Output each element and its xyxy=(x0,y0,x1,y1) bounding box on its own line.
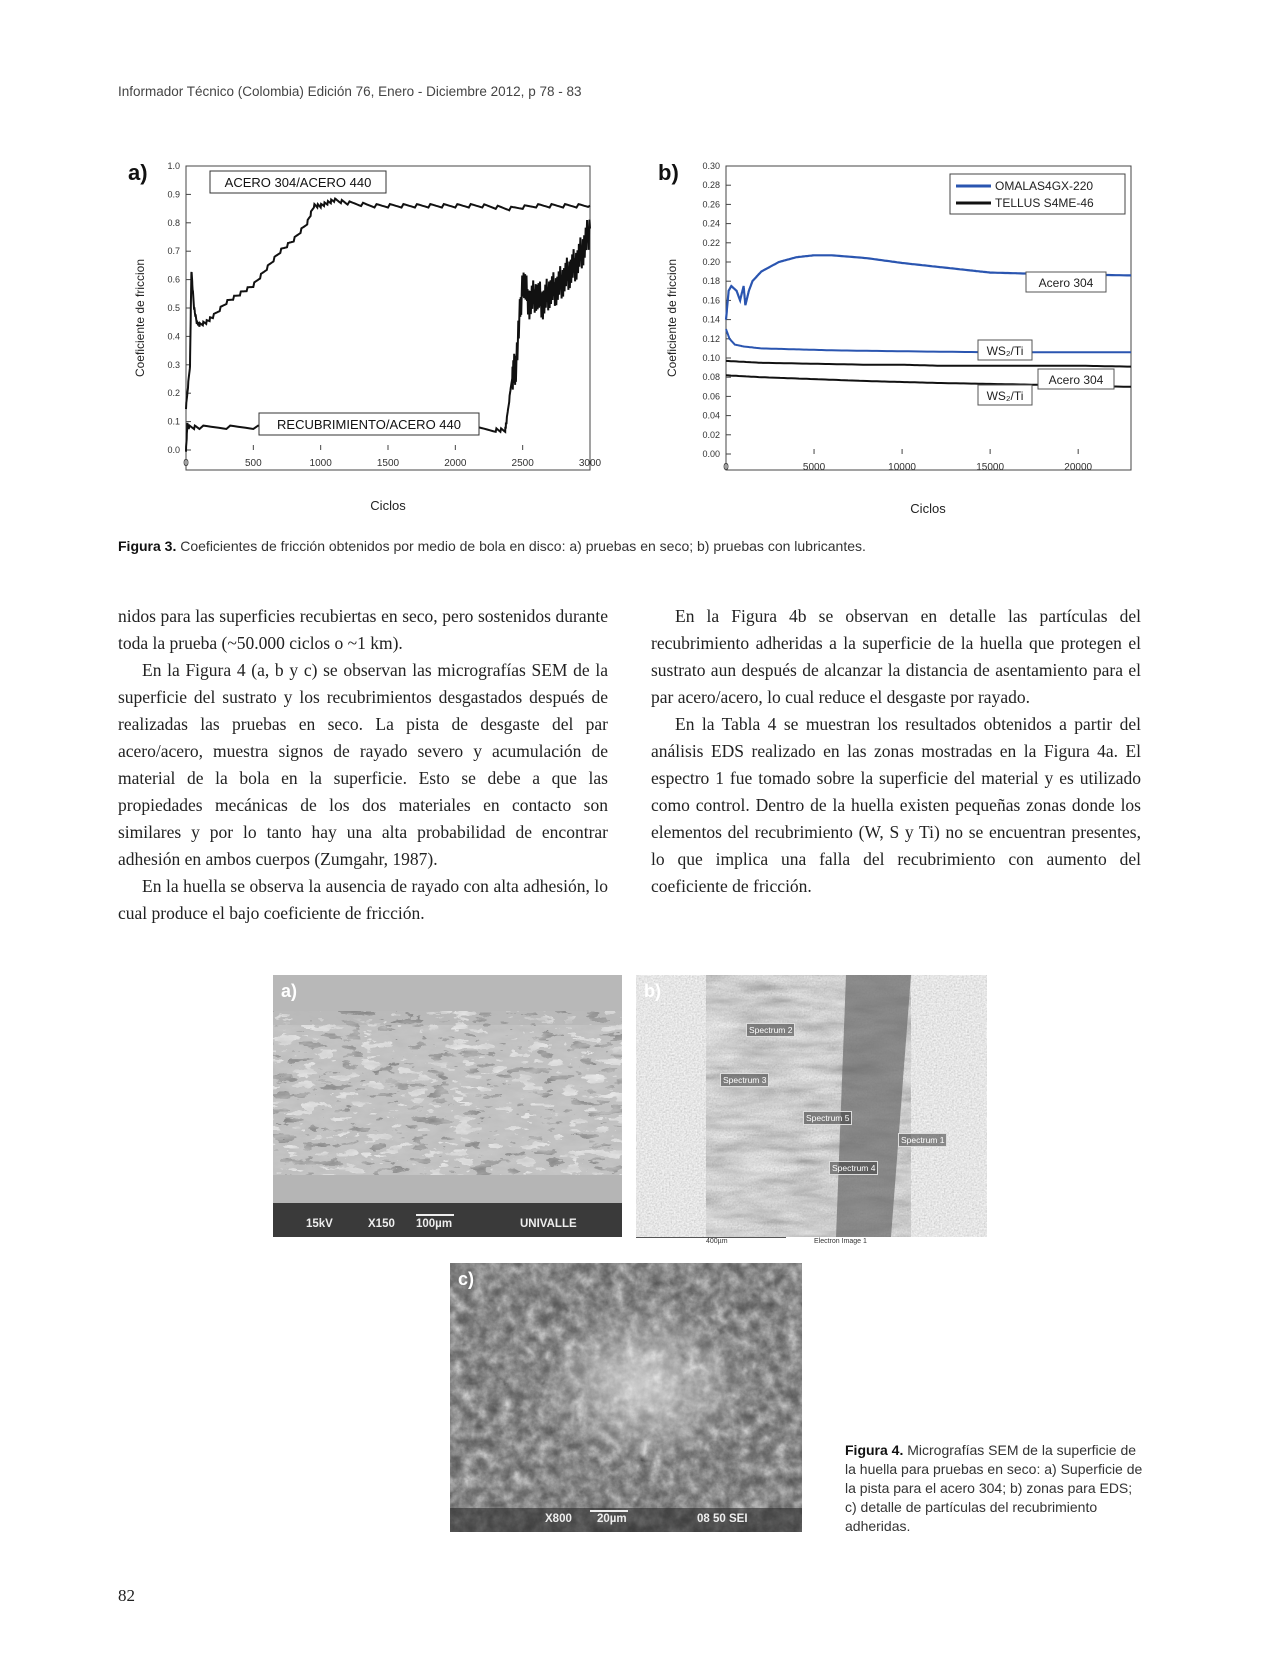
chart-a-annotation-1: ACERO 304/ACERO 440 xyxy=(224,175,372,190)
figure-3-caption xyxy=(118,538,866,554)
sem-image-c-mag: X800 xyxy=(545,1513,572,1525)
chart-b-x-tick-label: 20000 xyxy=(1064,462,1093,473)
chart-b-y-tick-label: 0.00 xyxy=(702,449,720,459)
chart-b-x-tick-label: 0 xyxy=(723,462,729,473)
chart-b-x-tick-label: 10000 xyxy=(888,462,916,473)
chart-b-y-tick-label: 0.18 xyxy=(702,276,720,287)
chart-b-y-tick-label: 0.28 xyxy=(702,180,720,191)
chart-a-x-tick-label: 500 xyxy=(244,458,262,469)
chart-b-y-tick-label: 0.24 xyxy=(702,218,720,229)
sem-image-b-texture xyxy=(636,975,987,1237)
chart-b-x-ticks xyxy=(723,449,1092,473)
chart-a-y-tick-label: 0.5 xyxy=(167,303,180,313)
chart-a-x-ticks xyxy=(183,445,601,469)
paragraph: En la Figura 4 (a, b y c) se observan las micrografías SEM de la superficie del sustrato y los recubrimientos desgastados después de realizadas las pruebas en seco. La pista de desgaste del par acero/acero, muestra signos de rayado severo y acumulación de material de la bola en la superficie. Esto se debe a que las propiedades mecánicas de los dos materiales en contacto son similares y por lo tanto hay una alta probabilidad de encontrar adhesión en ambos cuerpos (Zumgahr, 1987). xyxy=(118,660,608,869)
chart-b-legend-label-2: TELLUS S4ME-46 xyxy=(995,196,1094,210)
sem-image-c-label: c) xyxy=(458,1269,475,1289)
chart-a-panel-label: a) xyxy=(128,160,148,185)
sem-image-b-spectrum-5: Spectrum 5 xyxy=(803,1111,852,1125)
chart-a-x-tick-label: 3000 xyxy=(578,458,602,469)
chart-a-x-tick-label: 1000 xyxy=(309,458,332,469)
chart-a-x-tick-label: 1500 xyxy=(376,458,400,469)
chart-a-y-tick-label: 0.7 xyxy=(167,246,180,257)
chart-b-annotation-3: Acero 304 xyxy=(1048,373,1104,387)
paragraph: En la huella se observa la ausencia de rayado con alta adhesión, lo cual produce el bajo coeficiente de fricción. xyxy=(118,876,608,923)
chart-a-y-tick-label: 0.4 xyxy=(167,331,180,342)
chart-a-y-tick-label: 0.0 xyxy=(167,445,180,455)
sem-image-b-spectrum-3: Spectrum 3 xyxy=(720,1073,769,1087)
chart-a-x-tick-label: 2500 xyxy=(511,458,534,469)
chart-b-y-tick-label: 0.06 xyxy=(702,391,720,402)
sem-image-c-texture xyxy=(450,1263,802,1532)
body-column-left xyxy=(118,603,608,927)
body-column-right xyxy=(651,603,1141,900)
chart-a xyxy=(128,160,602,513)
figure-3-caption-label: Figura 3. xyxy=(118,538,177,554)
chart-b-ylabel: Coeficiente de friccion xyxy=(665,258,679,378)
chart-b-y-tick-label: 0.20 xyxy=(702,257,720,267)
chart-a-y-ticks xyxy=(167,161,191,455)
chart-a-y-tick-label: 0.9 xyxy=(167,189,180,200)
chart-a-y-tick-label: 0.3 xyxy=(167,359,180,370)
sem-image-c-scale: 20µm xyxy=(597,1513,627,1525)
chart-b-y-tick-label: 0.08 xyxy=(702,372,720,383)
chart-a-y-tick-label: 0.6 xyxy=(167,274,180,285)
chart-b-annotation-4: WS₂/Ti xyxy=(986,389,1024,403)
figure-4-caption-text: Micrografías SEM de la superficie de la huella para pruebas en seco: a) Superficie de la pista para el acero 304; b) zonas para EDS; c) detalle de partículas del recubrimiento adheridas. xyxy=(845,1442,1143,1534)
chart-b-y-tick-label: 0.12 xyxy=(702,333,720,344)
paragraph: En la Tabla 4 se muestran los resultados obtenidos a partir del análisis EDS realizado en las zonas mostradas en la Figura 4a. El espectro 1 fue tomado sobre la superficie del material y es utilizado como control. Dentro de la huella existen pequeñas zonas donde los elementos del recubrimiento (W, S y Ti) no se encuentran presentes, lo que implica una falla del recubrimiento con aumento del coeficiente de fricción. xyxy=(651,714,1141,896)
chart-a-ylabel: Coeficiente de friccion xyxy=(133,258,147,378)
chart-a-y-tick-label: 1.0 xyxy=(167,161,180,171)
chart-b-x-tick-label: 15000 xyxy=(976,462,1005,473)
chart-b-annotation-1: Acero 304 xyxy=(1038,276,1094,290)
chart-a-xlabel: Ciclos xyxy=(370,498,406,513)
chart-b-series-line xyxy=(726,361,1131,367)
sem-image-a xyxy=(273,975,622,1237)
chart-a-annotation-2: RECUBRIMIENTO/ACERO 440 xyxy=(277,417,461,432)
chart-b xyxy=(658,160,1131,516)
sem-image-b-spectrum-2: Spectrum 2 xyxy=(746,1023,795,1037)
chart-a-x-tick-label: 2000 xyxy=(444,458,467,469)
running-head: Informador Técnico (Colombia) Edición 76, Enero - Diciembre 2012, p 78 - 83 xyxy=(118,84,582,99)
sem-image-a-mag: X150 xyxy=(368,1218,395,1230)
chart-b-series-line xyxy=(726,329,1131,352)
sem-image-b-image-name: Electron Image 1 xyxy=(814,1238,867,1245)
sem-image-b-label: b) xyxy=(644,981,661,1001)
chart-a-x-tick-label: 0 xyxy=(183,458,189,469)
chart-b-x-tick-label: 5000 xyxy=(802,462,826,473)
chart-b-y-tick-label: 0.16 xyxy=(702,295,720,306)
sem-image-a-label: a) xyxy=(281,981,298,1001)
chart-b-y-tick-label: 0.30 xyxy=(702,161,720,171)
sem-image-b-spectrum-4: Spectrum 4 xyxy=(829,1161,878,1175)
figure-3-caption-text: Coeficientes de fricción obtenidos por medio de bola en disco: a) pruebas en seco; b) pruebas con lubricantes. xyxy=(176,538,866,554)
sem-image-c-code: 08 50 SEI xyxy=(697,1513,748,1525)
chart-a-y-tick-label: 0.2 xyxy=(167,388,180,399)
chart-b-annotation-2: WS₂/Ti xyxy=(986,344,1024,358)
figure-4-caption-label: Figura 4. xyxy=(845,1442,904,1458)
sem-image-c-scale-bar xyxy=(590,1510,628,1512)
chart-b-y-tick-label: 0.22 xyxy=(702,237,720,248)
sem-image-a-scale: 100µm xyxy=(416,1218,453,1230)
chart-a-y-tick-label: 0.1 xyxy=(167,416,180,427)
sem-image-b-spectrum-1: Spectrum 1 xyxy=(898,1133,947,1147)
figure-3 xyxy=(118,150,1148,525)
chart-b-xlabel: Ciclos xyxy=(910,501,946,516)
figure-4-caption xyxy=(845,1441,1145,1536)
paragraph: nidos para las superficies recubiertas en seco, pero sostenidos durante toda la prueba (~50.000 ciclos o ~1 km). xyxy=(118,606,608,653)
sem-image-b-scale: 400µm xyxy=(706,1238,728,1245)
chart-b-legend-label-1: OMALAS4GX-220 xyxy=(995,179,1094,193)
sem-image-c xyxy=(450,1263,802,1532)
chart-b-y-tick-label: 0.02 xyxy=(702,429,720,440)
sem-image-a-lab: UNIVALLE xyxy=(520,1218,577,1230)
chart-a-y-tick-label: 0.8 xyxy=(167,217,180,228)
figure-3-charts xyxy=(118,150,1148,525)
chart-b-y-tick-label: 0.14 xyxy=(702,314,720,325)
sem-image-a-scale-bar xyxy=(416,1214,454,1216)
page-number: 82 xyxy=(118,1586,135,1605)
sem-image-b xyxy=(636,975,987,1245)
chart-b-y-tick-label: 0.04 xyxy=(702,410,720,421)
paragraph: En la Figura 4b se observan en detalle las partículas del recubrimiento adheridas a la superficie de la huella que protegen el sustrato aun después de alcanzar la distancia de asentamiento para el par acero/acero, lo cual reduce el desgaste por rayado. xyxy=(651,606,1141,707)
sem-image-a-kv: 15kV xyxy=(306,1218,333,1230)
chart-b-y-tick-label: 0.10 xyxy=(702,353,720,363)
chart-b-panel-label: b) xyxy=(658,160,679,185)
sem-image-a-texture xyxy=(273,975,622,1237)
chart-b-y-tick-label: 0.26 xyxy=(702,199,720,210)
